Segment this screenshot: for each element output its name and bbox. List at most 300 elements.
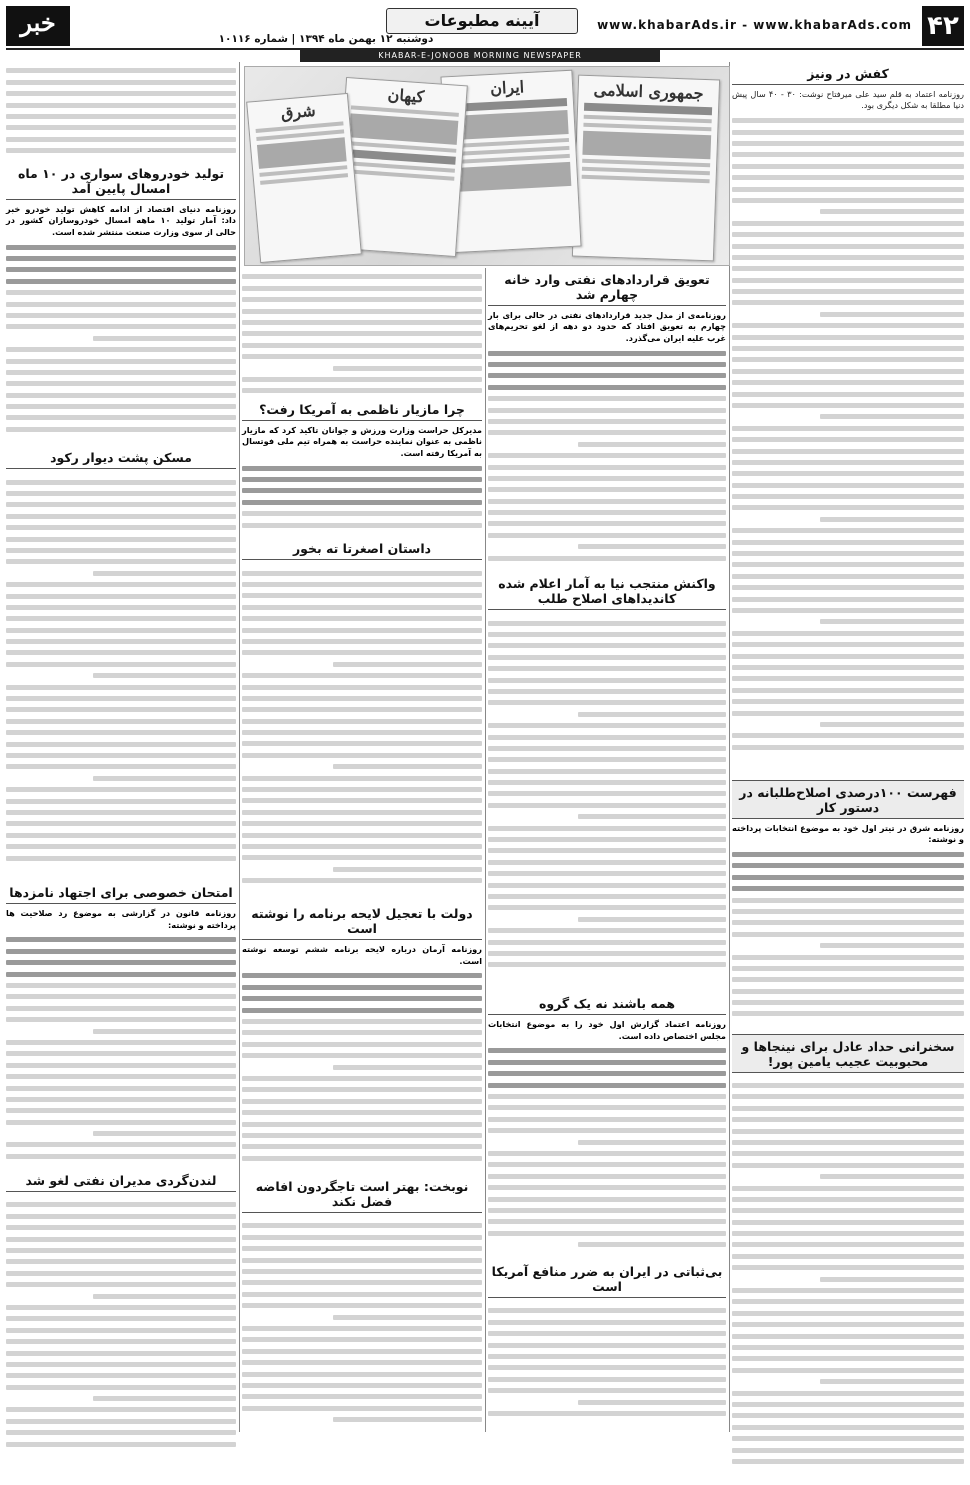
text-line (242, 753, 482, 758)
text-line (732, 932, 964, 937)
text-line (488, 632, 726, 637)
text-line (242, 673, 482, 678)
text-line (732, 426, 964, 431)
text-line (732, 1299, 964, 1304)
column-divider (239, 62, 240, 1432)
text-line (6, 972, 236, 977)
text-line (6, 559, 236, 564)
column-divider (485, 268, 486, 1432)
text-line (6, 1373, 236, 1378)
text-line (6, 1305, 236, 1310)
text-line (242, 343, 482, 348)
text-line (820, 312, 964, 317)
text-line (242, 274, 482, 279)
text-line (242, 286, 482, 291)
column-right (732, 62, 964, 1485)
text-line (242, 1394, 482, 1399)
text-line (732, 597, 964, 602)
text-line (6, 313, 236, 318)
article-lead: روزنامه دنیای اقتصاد از ادامه کاهش تولید خودرو خبر داد: آمار تولید ۱۰ ماهه امسال خودروسازان کشور در حالی از سوی وزارت صنعت منتشر شده است. (6, 204, 236, 237)
text-line (732, 164, 964, 169)
text-line (242, 650, 482, 655)
text-line (93, 776, 236, 781)
text-line (732, 346, 964, 351)
text-line (242, 1008, 482, 1013)
text-line (6, 1419, 236, 1424)
text-line (488, 1219, 726, 1224)
article-lead: روزنامه آرمان درباره لایحه برنامه ششم توسعه نوشته است. (242, 944, 482, 966)
text-line (488, 408, 726, 413)
text-line (242, 844, 482, 849)
text-line (6, 525, 236, 530)
text-line (6, 719, 236, 724)
article-body (6, 238, 236, 438)
text-line (578, 917, 726, 922)
text-line (333, 662, 482, 667)
text-line (6, 370, 236, 375)
text-line (242, 1133, 482, 1138)
text-line (488, 746, 726, 751)
text-line (732, 437, 964, 442)
text-line (6, 427, 236, 432)
text-line (488, 803, 726, 808)
text-line (488, 1071, 726, 1076)
text-line (6, 582, 236, 587)
text-line (6, 1120, 236, 1125)
column-divider (729, 62, 730, 1432)
text-line (242, 719, 482, 724)
text-line (6, 1271, 236, 1276)
text-line (6, 68, 236, 73)
text-line (732, 1151, 964, 1156)
article (242, 537, 482, 894)
article-body (732, 1077, 964, 1477)
text-line (732, 1163, 964, 1168)
article-body (6, 473, 236, 873)
text-line (488, 1208, 726, 1213)
text-line (6, 856, 236, 861)
text-line (242, 1030, 482, 1035)
text-line (732, 540, 964, 545)
text-line (6, 114, 236, 119)
text-line (6, 1282, 236, 1287)
text-line (732, 392, 964, 397)
article-body (242, 459, 482, 529)
text-line (242, 1349, 482, 1354)
text-line (732, 1231, 964, 1236)
column-middle-left (242, 268, 482, 1435)
article-lead: روزنامه اعتماد به قلم سید علی میرفتاح نوشت: ۳۰ - ۴۰ سال پیش دنیا مطلقا به شکل دیگری بود. (732, 89, 965, 111)
text-line (820, 1277, 964, 1282)
text-line (732, 875, 964, 880)
text-line (732, 255, 964, 260)
article (242, 1175, 482, 1427)
text-line (242, 685, 482, 690)
article-body (242, 268, 482, 398)
text-line (93, 673, 236, 678)
article (6, 1169, 236, 1456)
article-body (6, 1196, 236, 1456)
text-line (242, 1099, 482, 1104)
article (732, 62, 964, 772)
text-line (242, 776, 482, 781)
text-line (488, 621, 726, 626)
text-line (242, 488, 482, 493)
text-line (6, 359, 236, 364)
text-line (6, 1442, 236, 1447)
text-line (820, 1379, 964, 1384)
text-line (6, 937, 236, 942)
text-line (242, 1269, 482, 1274)
text-line (732, 852, 964, 857)
text-line (732, 1425, 964, 1430)
text-line (242, 628, 482, 633)
text-line (488, 769, 726, 774)
text-line (732, 608, 964, 613)
newspaper-thumbnail: کیهان (334, 77, 468, 257)
text-line (488, 419, 726, 424)
text-line (578, 814, 726, 819)
text-line (488, 700, 726, 705)
text-line (732, 528, 964, 533)
text-line (6, 960, 236, 965)
article-body (488, 344, 726, 564)
text-line (732, 1436, 964, 1441)
text-line (6, 393, 236, 398)
text-line (732, 551, 964, 556)
site-url: www.khabarAds.ir - www.khabarAds.com (597, 18, 912, 32)
text-line (488, 1308, 726, 1313)
text-line (488, 871, 726, 876)
text-line (820, 722, 964, 727)
logo-text: خبر (20, 8, 56, 37)
text-line (732, 1220, 964, 1225)
text-line (242, 639, 482, 644)
text-line (732, 1356, 964, 1361)
text-line (6, 1225, 236, 1230)
text-line (488, 487, 726, 492)
text-line (488, 351, 726, 356)
text-line (242, 1235, 482, 1240)
text-line (242, 1122, 482, 1127)
text-line (488, 757, 726, 762)
text-line (488, 837, 726, 842)
text-line (333, 1315, 482, 1320)
article (6, 881, 236, 1161)
article-lead: مدیرکل حراست وزارت ورزش و جوانان تاکید کرد که مازیار ناظمی به عنوان نماینده حراست به همراه تیم ملی فوتسال به آمریکا رفته است. (242, 425, 482, 458)
text-line (488, 1094, 726, 1099)
text-line (732, 909, 964, 914)
newspaper-thumbnail: شرق (246, 93, 362, 263)
article (488, 1260, 726, 1422)
article-headline: چرا مازیار ناظمی به آمریکا رفت؟ (242, 398, 482, 421)
text-line (732, 1311, 964, 1316)
text-line (732, 221, 964, 226)
text-line (242, 523, 482, 528)
newspaper-thumbnail: جمهوری اسلامی (572, 75, 720, 262)
text-line (242, 1372, 482, 1377)
text-line (488, 928, 726, 933)
text-line (578, 712, 726, 717)
text-line (732, 642, 964, 647)
text-line (6, 821, 236, 826)
article-body (488, 614, 726, 984)
text-line (333, 867, 482, 872)
text-line (732, 1094, 964, 1099)
text-line (820, 619, 964, 624)
article (488, 268, 726, 564)
text-line (488, 883, 726, 888)
text-line (242, 605, 482, 610)
text-line (6, 514, 236, 519)
text-line (732, 654, 964, 659)
text-line (6, 548, 236, 553)
text-line (242, 1280, 482, 1285)
text-line (732, 733, 964, 738)
text-line (242, 707, 482, 712)
text-line (93, 336, 236, 341)
text-line (488, 1117, 726, 1122)
text-line (6, 80, 236, 85)
article (732, 780, 964, 1026)
text-line (6, 125, 236, 130)
article (732, 1034, 964, 1477)
text-line (6, 787, 236, 792)
text-line (488, 894, 726, 899)
text-line (6, 1017, 236, 1022)
text-line (578, 1140, 726, 1145)
text-line (242, 500, 482, 505)
text-line (732, 1345, 964, 1350)
text-line (242, 696, 482, 701)
article (242, 398, 482, 529)
text-line (732, 1186, 964, 1191)
text-line (732, 244, 964, 249)
newspaper-thumbnail: ایران (440, 70, 581, 254)
text-line (333, 1417, 482, 1422)
text-line (732, 289, 964, 294)
text-line (732, 1117, 964, 1122)
text-line (488, 791, 726, 796)
text-line (732, 1448, 964, 1453)
text-line (242, 1383, 482, 1388)
text-line (732, 886, 964, 891)
article-body (6, 931, 236, 1161)
text-line (242, 297, 482, 302)
text-line (242, 1156, 482, 1161)
text-line (732, 323, 964, 328)
text-line (732, 335, 964, 340)
text-line (6, 290, 236, 295)
article-headline: دولت با تعجیل لایحه برنامه را نوشته است (242, 902, 482, 940)
text-line (6, 415, 236, 420)
text-line (242, 511, 482, 516)
text-line (6, 628, 236, 633)
text-line (6, 137, 236, 142)
text-line (6, 1328, 236, 1333)
article-lead: روزنامه اعتماد گزارش اول خود را به موضوع انتخابات مجلس اختصاص داده است. (488, 1019, 726, 1041)
text-line (242, 1246, 482, 1251)
text-line (6, 324, 236, 329)
text-line (242, 320, 482, 325)
text-line (6, 1108, 236, 1113)
text-line (6, 616, 236, 621)
text-line (732, 1413, 964, 1418)
text-line (242, 1144, 482, 1149)
article (242, 902, 482, 1167)
text-line (242, 477, 482, 482)
section-title: آیینه مطبوعات (386, 8, 578, 34)
text-line (488, 1105, 726, 1110)
text-line (242, 996, 482, 1001)
text-line (6, 347, 236, 352)
text-line (732, 1334, 964, 1339)
article-headline: نوبخت: بهتر است تاجگردون افاضه فضل نکند (242, 1175, 482, 1213)
text-line (6, 381, 236, 386)
article (488, 572, 726, 984)
text-line (488, 1048, 726, 1053)
text-line (732, 266, 964, 271)
text-line (732, 1106, 964, 1111)
text-line (242, 377, 482, 382)
text-line (242, 388, 482, 393)
article-headline: فهرست ۱۰۰درصدی اصلاح‌طلبانه در دستور کار (732, 780, 964, 819)
text-line (488, 940, 726, 945)
text-line (732, 130, 964, 135)
article-headline: تولید خودروهای سواری در ۱۰ ماه امسال پایین آمد (6, 162, 236, 200)
text-line (732, 562, 964, 567)
text-line (732, 403, 964, 408)
text-line (732, 699, 964, 704)
article-lead: روزنامه شرق در تیتر اول خود به موضوع انتخابات پرداخته و نوشته: (732, 822, 964, 845)
text-line (578, 442, 726, 447)
text-line (93, 571, 236, 576)
text-line (732, 471, 964, 476)
text-line (732, 141, 964, 146)
text-line (488, 689, 726, 694)
text-line (6, 707, 236, 712)
text-line (488, 533, 726, 538)
text-line (6, 1086, 236, 1091)
text-line (6, 844, 236, 849)
text-line (732, 1368, 964, 1373)
text-line (6, 1351, 236, 1356)
article-headline: لندن‌گردی مدیران نفتی لغو شد (6, 1169, 236, 1192)
text-line (820, 517, 964, 522)
text-line (820, 209, 964, 214)
text-line (242, 985, 482, 990)
text-line (488, 1185, 726, 1190)
text-line (242, 1292, 482, 1297)
text-line (488, 476, 726, 481)
text-line (6, 639, 236, 644)
text-line (93, 1294, 236, 1299)
text-line (242, 582, 482, 587)
text-line (6, 103, 236, 108)
text-line (488, 962, 726, 967)
text-line (732, 955, 964, 960)
text-line (488, 643, 726, 648)
text-line (732, 1288, 964, 1293)
text-line (488, 1128, 726, 1133)
text-line (578, 1400, 726, 1405)
article-body (488, 1042, 726, 1252)
text-line (488, 826, 726, 831)
text-line (6, 404, 236, 409)
text-line (6, 537, 236, 542)
text-line (242, 730, 482, 735)
text-line (242, 1258, 482, 1263)
text-line (6, 1142, 236, 1147)
text-line (732, 483, 964, 488)
text-line (488, 465, 726, 470)
text-line (732, 1254, 964, 1259)
text-line (732, 1242, 964, 1247)
newspaper-collage-image (244, 66, 730, 266)
text-line (242, 616, 482, 621)
article-body (242, 564, 482, 894)
text-line (488, 453, 726, 458)
text-line (6, 279, 236, 284)
text-line (242, 1303, 482, 1308)
text-line (732, 920, 964, 925)
text-line (242, 810, 482, 815)
text-line (732, 300, 964, 305)
text-line (242, 593, 482, 598)
text-line (732, 505, 964, 510)
text-line (6, 1259, 236, 1264)
newspaper-subtitle: KHABAR-E-JONOOB MORNING NEWSPAPER (300, 50, 660, 62)
text-line (6, 256, 236, 261)
article-headline: داستان اصغرتا ته بخور (242, 537, 482, 560)
text-line (488, 362, 726, 367)
text-line (732, 152, 964, 157)
text-line (242, 821, 482, 826)
text-line (488, 1162, 726, 1167)
text-line (732, 989, 964, 994)
text-line (488, 1060, 726, 1065)
text-line (732, 1459, 964, 1464)
article-body (242, 967, 482, 1167)
text-line (242, 1223, 482, 1228)
text-line (242, 1053, 482, 1058)
text-line (820, 1174, 964, 1179)
text-line (488, 1343, 726, 1348)
text-line (488, 1388, 726, 1393)
text-line (732, 1011, 964, 1016)
text-line (578, 1242, 726, 1247)
text-line (732, 977, 964, 982)
article-headline: بی‌ثباتی در ایران به ضرر منافع آمریکا است (488, 1260, 726, 1298)
text-line (488, 678, 726, 683)
text-line (732, 1402, 964, 1407)
text-line (6, 1248, 236, 1253)
text-line (242, 1042, 482, 1047)
text-line (6, 1237, 236, 1242)
text-line (242, 354, 482, 359)
text-line (732, 745, 964, 750)
text-line (732, 631, 964, 636)
text-line (6, 1051, 236, 1056)
text-line (732, 198, 964, 203)
text-line (242, 309, 482, 314)
text-line (6, 1006, 236, 1011)
text-line (732, 1129, 964, 1134)
text-line (6, 1362, 236, 1367)
text-line (488, 735, 726, 740)
text-line (6, 302, 236, 307)
text-line (578, 544, 726, 549)
